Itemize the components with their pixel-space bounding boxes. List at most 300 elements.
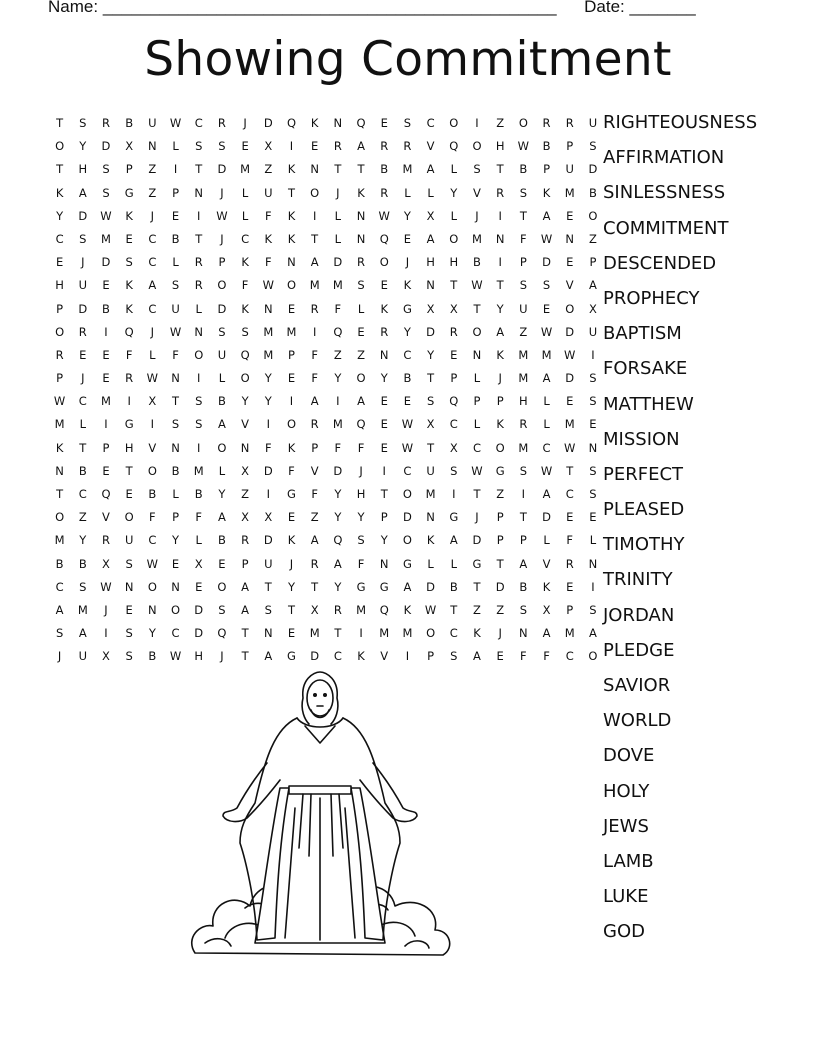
grid-letter: R: [194, 255, 203, 270]
grid-letter: X: [264, 510, 273, 525]
grid-letter: I: [382, 463, 386, 478]
grid-letter: O: [217, 440, 227, 455]
grid-letter: A: [241, 602, 250, 617]
grid-letter: P: [125, 162, 133, 177]
grid-letter: L: [79, 417, 86, 432]
grid-letter: R: [125, 371, 134, 386]
grid-letter: W: [564, 440, 576, 455]
grid-letter: Z: [519, 324, 528, 339]
grid-letter: N: [194, 324, 204, 339]
grid-letter: E: [566, 394, 574, 409]
grid-letter: K: [241, 255, 249, 270]
grid-letter: D: [263, 533, 273, 548]
grid-row: [48, 413, 605, 436]
grid-letter: C: [403, 347, 412, 362]
grid-letter: E: [403, 394, 412, 409]
grid-letter: T: [566, 463, 574, 478]
grid-letter: I: [197, 440, 201, 455]
grid-letter: U: [519, 301, 528, 316]
grid-letter: C: [333, 649, 342, 664]
grid-letter: I: [173, 162, 178, 177]
grid-letter: L: [450, 208, 457, 223]
grid-letter: N: [356, 208, 366, 223]
grid-letter: P: [566, 139, 574, 154]
grid-letter: D: [333, 255, 343, 270]
grid-letter: E: [566, 255, 574, 270]
grid-letter: T: [56, 487, 64, 501]
word-list-item: PLEDGE: [603, 639, 675, 661]
grid-letter: K: [287, 533, 296, 548]
grid-letter: N: [171, 579, 180, 594]
word-list: [603, 111, 757, 956]
grid-letter: I: [452, 487, 456, 501]
grid-letter: P: [241, 556, 249, 571]
grid-letter: Y: [380, 533, 388, 548]
grid-letter: O: [588, 649, 598, 664]
grid-letter: D: [565, 324, 575, 339]
grid-letter: I: [591, 347, 595, 362]
grid-letter: O: [402, 533, 412, 548]
grid-letter: I: [197, 371, 201, 386]
grid-letter: H: [356, 487, 366, 501]
grid-letter: A: [588, 278, 597, 293]
grid-letter: S: [473, 162, 481, 177]
grid-letter: N: [333, 116, 343, 130]
grid-letter: W: [517, 139, 530, 154]
grid-letter: E: [496, 649, 504, 664]
grid-letter: M: [263, 324, 274, 339]
grid-letter: A: [310, 255, 319, 270]
grid-letter: W: [169, 116, 182, 130]
grid-letter: V: [565, 278, 574, 293]
grid-letter: A: [148, 278, 157, 293]
grid-letter: A: [264, 649, 273, 664]
grid-row: [48, 321, 605, 344]
grid-letter: S: [542, 278, 551, 293]
grid-letter: Z: [333, 347, 342, 362]
word-list-item: WORLD: [603, 710, 672, 732]
grid-letter: M: [77, 602, 88, 617]
grid-letter: R: [217, 116, 226, 130]
grid-letter: J: [498, 626, 502, 641]
grid-letter: K: [542, 185, 551, 200]
grid-letter: N: [171, 371, 180, 386]
grid-letter: G: [287, 649, 296, 664]
grid-letter: Y: [264, 371, 272, 386]
name-date-header: [48, 0, 696, 17]
grid-letter: G: [379, 579, 389, 594]
grid-letter: X: [102, 556, 110, 571]
grid-letter: J: [498, 371, 502, 386]
grid-letter: J: [104, 602, 108, 617]
grid-letter: I: [104, 626, 108, 641]
grid-letter: E: [380, 440, 388, 455]
grid-letter: A: [78, 185, 87, 200]
grid-row: [48, 645, 605, 668]
grid-letter: L: [195, 301, 202, 316]
word-list-item: GOD: [603, 921, 645, 943]
grid-letter: I: [359, 626, 363, 641]
grid-row: [48, 344, 605, 367]
grid-letter: Q: [379, 231, 389, 246]
word-list-item: PERFECT: [603, 463, 684, 485]
grid-letter: E: [589, 510, 597, 525]
grid-row: [48, 158, 605, 181]
grid-letter: Y: [496, 301, 504, 316]
grid-letter: D: [495, 579, 505, 594]
grid-letter: A: [542, 208, 551, 223]
grid-letter: S: [55, 626, 64, 641]
grid-letter: I: [336, 394, 340, 409]
word-list-item: LUKE: [603, 886, 649, 908]
grid-letter: Q: [286, 116, 296, 130]
grid-letter: Y: [264, 394, 272, 409]
grid-row: [48, 390, 605, 413]
grid-letter: T: [195, 231, 203, 246]
grid-row: [48, 576, 605, 599]
grid-letter: O: [426, 626, 436, 641]
grid-letter: X: [426, 301, 435, 316]
grid-letter: C: [542, 440, 551, 455]
grid-letter: U: [426, 463, 435, 478]
grid-letter: E: [102, 463, 110, 478]
grid-letter: P: [172, 510, 179, 525]
grid-letter: Y: [148, 626, 156, 641]
grid-letter: G: [124, 417, 134, 432]
grid-letter: X: [426, 208, 435, 223]
grid-letter: E: [380, 417, 388, 432]
grid-letter: G: [124, 185, 134, 200]
grid-letter: D: [588, 162, 598, 177]
grid-letter: U: [78, 649, 87, 664]
grid-letter: T: [519, 208, 527, 223]
grid-letter: T: [427, 371, 435, 386]
grid-letter: S: [218, 324, 226, 339]
grid-letter: K: [542, 579, 551, 594]
grid-letter: F: [264, 208, 272, 223]
grid-letter: B: [473, 255, 481, 270]
grid-letter: L: [357, 301, 365, 316]
grid-letter: K: [357, 649, 365, 664]
grid-letter: X: [426, 417, 435, 432]
grid-letter: B: [542, 139, 551, 154]
grid-letter: L: [241, 185, 249, 200]
grid-letter: B: [78, 556, 87, 571]
grid-letter: D: [78, 208, 88, 223]
grid-letter: E: [195, 579, 203, 594]
grid-letter: C: [472, 440, 481, 455]
grid-letter: C: [403, 463, 412, 478]
grid-letter: I: [405, 649, 410, 664]
grid-letter: S: [450, 463, 458, 478]
grid-letter: W: [401, 417, 414, 432]
grid-letter: N: [379, 347, 389, 362]
grid-letter: M: [356, 602, 366, 617]
grid-letter: T: [287, 185, 295, 200]
grid-letter: R: [310, 417, 319, 432]
grid-letter: X: [264, 139, 273, 154]
word-list-item: PROPHECY: [603, 287, 700, 309]
grid-letter: T: [241, 626, 249, 641]
grid-letter: T: [334, 626, 342, 641]
grid-letter: S: [218, 602, 226, 617]
grid-letter: S: [519, 463, 527, 478]
grid-letter: X: [449, 301, 458, 316]
grid-letter: T: [311, 579, 319, 594]
grid-row: [48, 298, 605, 321]
grid-letter: S: [79, 579, 87, 594]
grid-letter: P: [311, 440, 319, 455]
grid-letter: R: [403, 139, 412, 154]
grid-letter: E: [125, 602, 133, 617]
grid-letter: S: [125, 626, 133, 641]
name-line: ________________________________________________: [102, 0, 557, 16]
grid-letter: A: [217, 417, 226, 432]
grid-row: [48, 437, 605, 460]
grid-letter: N: [472, 347, 482, 362]
grid-letter: B: [78, 463, 87, 478]
grid-letter: J: [150, 324, 155, 339]
grid-letter: T: [496, 278, 504, 293]
grid-letter: I: [104, 324, 108, 339]
grid-letter: C: [148, 231, 157, 246]
grid-letter: A: [55, 602, 64, 617]
grid-letter: J: [57, 649, 62, 664]
grid-letter: M: [564, 185, 575, 200]
grid-letter: S: [195, 394, 203, 409]
grid-letter: D: [333, 463, 343, 478]
grid-letter: R: [310, 556, 319, 571]
grid-letter: S: [403, 116, 412, 130]
grid-letter: G: [287, 487, 296, 501]
grid-letter: F: [195, 510, 203, 525]
grid-letter: O: [55, 139, 65, 154]
grid-letter: M: [518, 347, 529, 362]
grid-letter: J: [220, 649, 224, 664]
grid-letter: A: [426, 231, 435, 246]
grid-letter: P: [56, 301, 64, 316]
grid-letter: O: [310, 185, 320, 200]
grid-letter: W: [540, 231, 553, 246]
grid-letter: R: [380, 185, 389, 200]
grid-letter: G: [472, 556, 482, 571]
grid-letter: J: [359, 463, 363, 478]
grid-letter: Z: [310, 510, 319, 525]
grid-letter: V: [380, 649, 389, 664]
grid-letter: U: [588, 324, 598, 339]
grid-row: [48, 506, 605, 529]
grid-letter: E: [287, 510, 296, 525]
grid-letter: N: [171, 440, 180, 455]
grid-letter: A: [310, 394, 319, 409]
grid-letter: G: [495, 463, 505, 478]
grid-letter: Z: [473, 602, 481, 617]
grid-letter: M: [541, 347, 552, 362]
grid-letter: R: [241, 533, 250, 548]
grid-letter: Z: [264, 162, 273, 177]
grid-letter: N: [588, 440, 598, 455]
grid-letter: T: [334, 162, 342, 177]
grid-letter: S: [357, 278, 365, 293]
grid-letter: N: [263, 301, 273, 316]
grid-letter: O: [518, 116, 528, 130]
grid-letter: H: [426, 255, 435, 270]
grid-letter: E: [287, 301, 296, 316]
grid-letter: M: [402, 162, 413, 177]
grid-letter: K: [125, 208, 133, 223]
grid-letter: Y: [334, 487, 342, 501]
grid-letter: S: [125, 649, 133, 664]
grid-letter: B: [588, 185, 597, 200]
grid-letter: I: [266, 417, 270, 432]
grid-letter: B: [102, 301, 110, 316]
grid-letter: Z: [496, 602, 505, 617]
grid-letter: U: [217, 347, 227, 362]
grid-letter: U: [565, 162, 574, 177]
grid-letter: B: [403, 371, 412, 386]
grid-letter: K: [287, 231, 296, 246]
grid-letter: D: [402, 510, 412, 525]
grid-letter: S: [102, 162, 110, 177]
grid-letter: M: [240, 162, 251, 177]
grid-letter: D: [426, 324, 436, 339]
grid-letter: W: [424, 602, 437, 617]
grid-letter: S: [218, 139, 226, 154]
grid-letter: J: [150, 208, 155, 223]
grid-letter: S: [589, 139, 597, 154]
grid-letter: S: [79, 116, 87, 130]
grid-letter: M: [309, 626, 320, 641]
word-search-grid: [48, 112, 605, 669]
grid-letter: U: [588, 116, 598, 130]
grid-letter: E: [102, 371, 110, 386]
grid-letter: L: [218, 371, 226, 386]
grid-letter: T: [450, 278, 458, 293]
grid-letter: C: [565, 649, 574, 664]
grid-letter: S: [171, 278, 180, 293]
grid-letter: C: [78, 394, 87, 409]
grid-letter: R: [78, 324, 87, 339]
grid-letter: E: [241, 139, 249, 154]
grid-letter: W: [100, 208, 112, 223]
grid-letter: E: [311, 139, 319, 154]
grid-letter: G: [449, 510, 459, 525]
grid-letter: F: [566, 533, 574, 548]
grid-letter: P: [450, 371, 458, 386]
grid-row: [48, 112, 605, 135]
grid-letter: Q: [124, 324, 134, 339]
word-list-item: DESCENDED: [603, 252, 717, 274]
grid-letter: C: [565, 487, 574, 501]
grid-letter: X: [310, 602, 319, 617]
grid-letter: E: [380, 116, 388, 130]
grid-letter: Y: [427, 347, 435, 362]
grid-letter: D: [426, 579, 436, 594]
grid-letter: I: [591, 579, 595, 594]
grid-letter: J: [81, 255, 85, 270]
grid-letter: U: [148, 116, 157, 130]
grid-letter: L: [543, 394, 550, 409]
grid-letter: H: [55, 278, 64, 293]
grid-letter: A: [449, 533, 458, 548]
grid-letter: B: [171, 463, 180, 478]
grid-letter: S: [589, 463, 597, 478]
grid-letter: I: [127, 394, 131, 409]
grid-letter: B: [148, 487, 157, 501]
grid-letter: N: [379, 556, 389, 571]
grid-letter: D: [194, 626, 204, 641]
grid-letter: B: [217, 533, 226, 548]
grid-letter: X: [148, 394, 157, 409]
grid-letter: A: [519, 556, 528, 571]
grid-letter: E: [171, 556, 180, 571]
word-list-item: AFFIRMATION: [603, 147, 725, 169]
grid-letter: R: [101, 116, 110, 130]
grid-letter: S: [125, 556, 133, 571]
grid-letter: M: [54, 533, 65, 548]
grid-letter: E: [171, 208, 180, 223]
grid-letter: O: [379, 255, 389, 270]
grid-letter: P: [288, 347, 295, 362]
grid-letter: T: [79, 440, 87, 455]
grid-letter: X: [588, 301, 597, 316]
grid-letter: R: [542, 116, 551, 130]
grid-letter: O: [217, 579, 227, 594]
grid-row: [48, 483, 605, 506]
grid-letter: W: [169, 324, 182, 339]
grid-letter: N: [426, 278, 435, 293]
grid-letter: B: [55, 556, 64, 571]
grid-letter: H: [495, 139, 505, 154]
grid-letter: Z: [78, 510, 87, 525]
grid-letter: M: [286, 324, 297, 339]
grid-letter: I: [197, 208, 201, 223]
grid-letter: R: [565, 556, 574, 571]
word-list-item: BAPTISM: [603, 323, 682, 345]
grid-letter: I: [312, 324, 317, 339]
grid-letter: M: [101, 394, 111, 409]
grid-letter: O: [472, 324, 482, 339]
grid-letter: A: [542, 626, 551, 641]
grid-letter: Y: [218, 487, 226, 501]
grid-letter: P: [496, 394, 504, 409]
grid-letter: O: [449, 231, 459, 246]
jesus-on-clouds-illustration: [185, 668, 455, 968]
grid-letter: D: [101, 139, 111, 154]
grid-letter: W: [540, 463, 553, 478]
grid-letter: O: [565, 301, 575, 316]
grid-letter: H: [78, 162, 88, 177]
grid-letter: M: [379, 626, 390, 641]
grid-letter: R: [519, 417, 528, 432]
grid-letter: W: [262, 278, 274, 293]
grid-letter: J: [243, 116, 247, 130]
grid-letter: J: [81, 371, 85, 386]
grid-letter: O: [402, 487, 412, 501]
grid-letter: S: [589, 394, 597, 409]
grid-letter: E: [403, 231, 412, 246]
grid-letter: K: [287, 440, 296, 455]
grid-letter: D: [217, 162, 227, 177]
grid-letter: X: [102, 649, 110, 664]
grid-letter: N: [519, 626, 528, 641]
grid-letter: X: [241, 463, 250, 478]
grid-letter: O: [472, 139, 482, 154]
word-list-item: JEWS: [603, 815, 649, 837]
grid-letter: M: [472, 231, 482, 246]
grid-letter: S: [79, 231, 87, 246]
word-list-item: MATTHEW: [603, 393, 694, 415]
